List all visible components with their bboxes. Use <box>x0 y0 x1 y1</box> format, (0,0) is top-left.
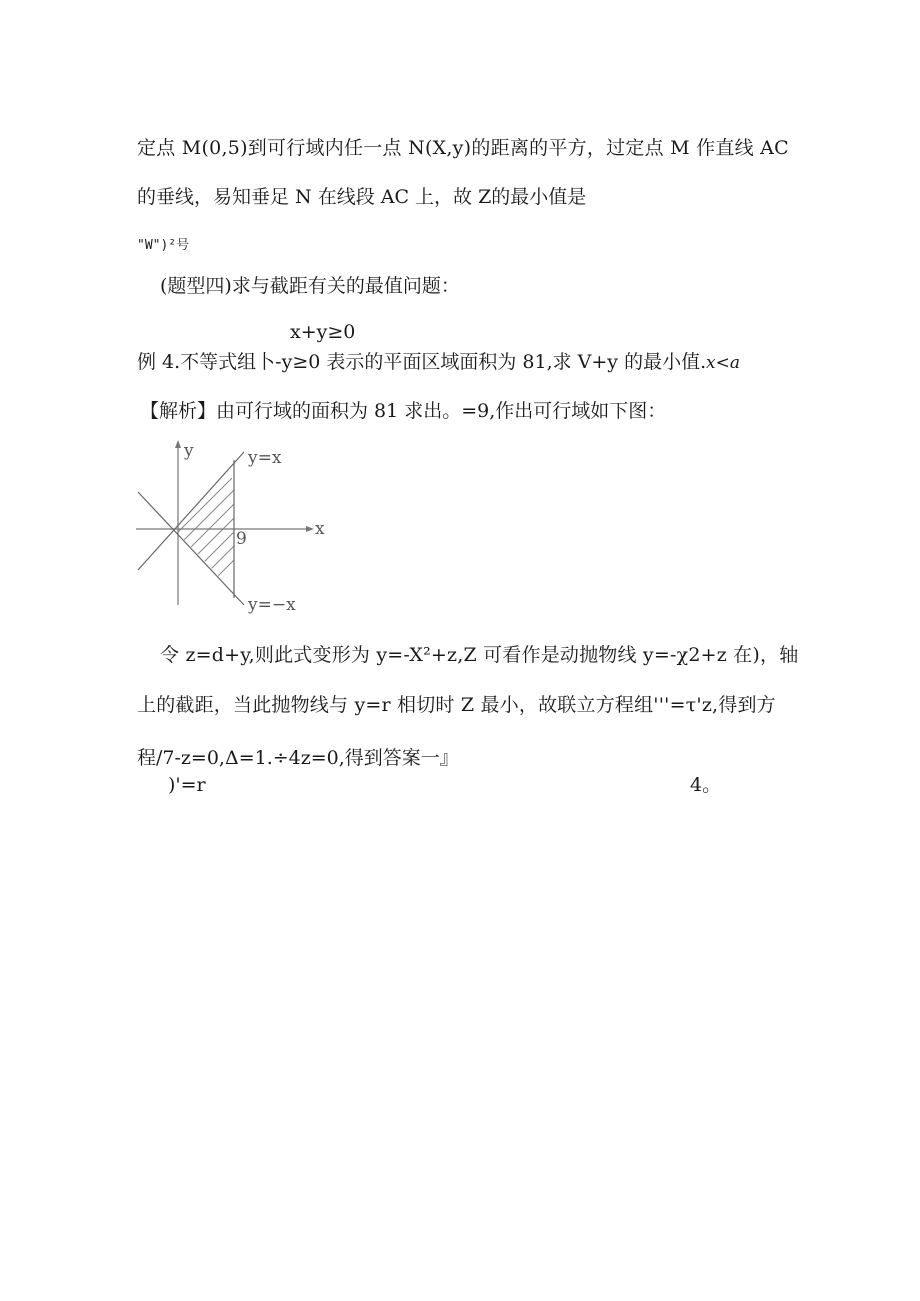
paragraph-2-line-4-left: )'=r <box>168 774 206 796</box>
feasible-region-figure <box>136 440 346 620</box>
paragraph-2-line-2: 上的截距，当此抛物线与 y=r 相切时 Z 最小，故联立方程组'''=τ'z,得到方 <box>137 694 776 716</box>
paragraph-1-line-1: 定点 M(0,5)到可行域内任一点 N(X,y)的距离的平方，过定点 M 作直线 AC <box>137 137 789 159</box>
paragraph-1-line-2: 的垂线，易知垂足 N 在线段 AC 上，故 Z的最小值是 <box>137 186 587 208</box>
type-four-heading: (题型四)求与截距有关的最值问题： <box>160 275 460 297</box>
solution-intro: 【解析】由可行域的面积为 81 求出。=9,作出可行域如下图： <box>140 400 667 422</box>
y-axis-label: y <box>184 441 194 461</box>
example-4-bottom-condition: x<a <box>706 353 740 373</box>
example-4-statement: 例 4.不等式组卜-y≥0 表示的平面区域面积为 81,求 V+y 的最小值. <box>137 351 707 373</box>
tick-9-label: 9 <box>236 529 247 549</box>
y-axis-arrow <box>175 440 181 448</box>
line-y-equals-minus-x <box>138 492 244 605</box>
x-axis-label: x <box>315 519 325 539</box>
lower-line-label: y=−x <box>248 595 296 615</box>
example-4-top-condition: x+y≥0 <box>290 321 356 343</box>
paragraph-1-line-3: "W")²号 <box>137 238 190 253</box>
x-axis-arrow <box>306 526 314 532</box>
paragraph-2-line-1: 令 z=d+y,则此式变形为 y=-X²+z,Z 可看作是动抛物线 y=-χ2+z 在)，轴 <box>160 644 799 666</box>
paragraph-2-line-4-right: 4。 <box>690 774 722 796</box>
upper-line-label: y=x <box>248 448 282 468</box>
paragraph-2-line-3: 程∕7-z=0,Δ=1.÷4z=0,得到答案一』 <box>137 747 459 769</box>
